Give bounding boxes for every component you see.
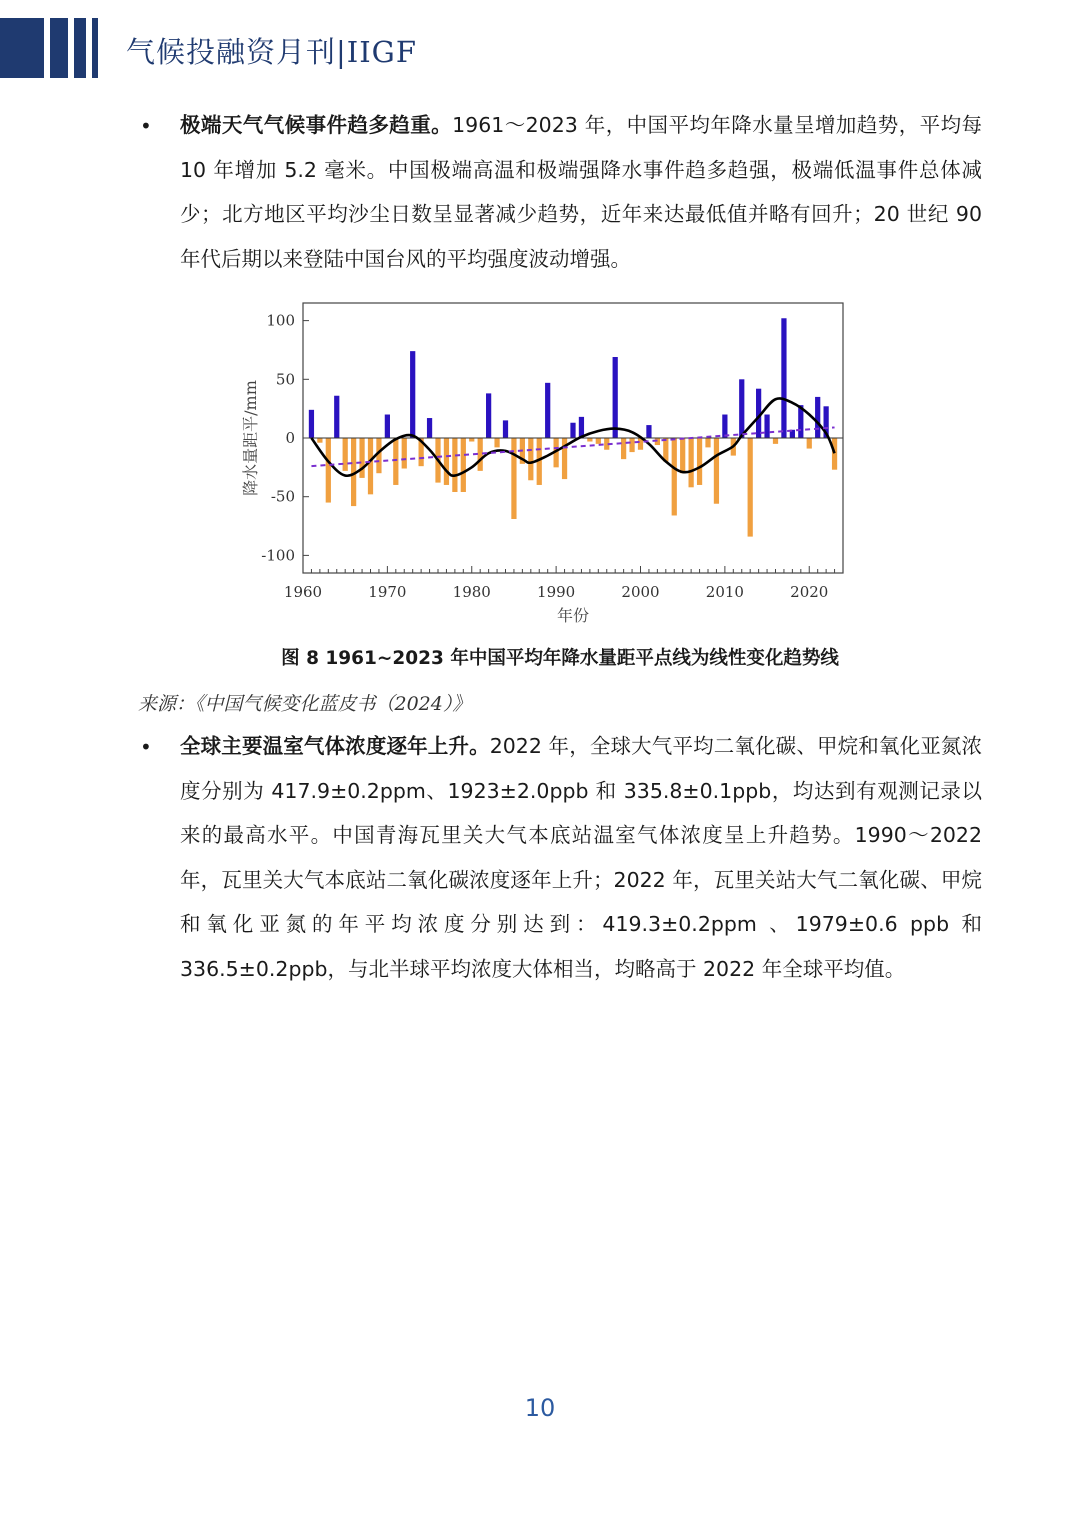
paragraph-2-lead: 全球主要温室气体浓度逐年上升。 <box>180 734 490 758</box>
x-tick-label: 1990 <box>537 583 576 601</box>
bar-1983 <box>494 438 499 447</box>
figure-source: 来源：《中国气候变化蓝皮书（2024）》 <box>138 693 472 715</box>
bar-2008 <box>705 438 710 447</box>
paragraph-1-text: 1961～2023 年，中国平均年降水量呈增加趋势，平均每 10 年增加 5.2 毫米。中国极端高温和极端强降水事件趋多趋强，极端低温事件总体减少；北方地区平均沙尘日数呈显著减少趋势，近年来达最低值并略有回升；20 世纪 90 年代后期以来登陆中国台风的平均强度波动增强。 <box>180 113 983 271</box>
x-tick-label: 2020 <box>790 583 829 601</box>
paragraph-1 <box>180 103 982 281</box>
bar-2021 <box>815 397 820 438</box>
bar-1962 <box>317 438 322 443</box>
bar-2007 <box>697 438 702 485</box>
bar-1995 <box>596 438 601 444</box>
bar-1967 <box>359 438 364 478</box>
page-number: 10 <box>524 1394 556 1422</box>
x-tick-label: 1970 <box>368 583 407 601</box>
bar-2005 <box>680 438 685 473</box>
bar-2001 <box>646 425 651 438</box>
y-axis-label: 降水量距平/mm <box>241 380 260 496</box>
bullet-2: • <box>140 735 152 759</box>
y-tick-label: 100 <box>266 311 295 330</box>
y-tick-label: -50 <box>270 487 295 506</box>
bar-1964 <box>334 396 339 438</box>
bar-1961 <box>309 410 314 438</box>
bar-1975 <box>427 418 432 438</box>
bar-1984 <box>503 420 508 438</box>
figure-caption: 图 8 1961~2023 年中国平均年降水量距平点线为线性变化趋势线 <box>281 648 839 669</box>
bar-1998 <box>621 438 626 459</box>
bar-2017 <box>781 318 786 438</box>
paragraph-2-text: 2022 年，全球大气平均二氧化碳、甲烷和氧化亚氮浓度分别为 417.9±0.2ppm、1923±2.0ppb 和 335.8±0.1ppb，均达到有观测记录以来的最高水平。中国青海瓦里关大气本底站温室气体浓度呈上升趋势。1990～2022 年，瓦里关大气本底站二氧化碳浓度逐年上升；2022 年，瓦里关站大气二氧化碳、甲烷和氧化亚氮的年平均浓度分别达到：419.3±0.2ppm 、1979±0.6 ppb 和 336.5±0.2ppb，与北半球平均浓度大体相当，均略高于 2022 年全球平均值。 <box>180 734 983 981</box>
bar-2012 <box>739 379 744 438</box>
bar-1985 <box>511 438 516 519</box>
x-tick-label: 1960 <box>283 583 323 601</box>
x-axis-label: 年份 <box>556 606 590 625</box>
bullet-1: • <box>140 114 152 138</box>
bar-1992 <box>570 423 575 438</box>
y-tick-label: -100 <box>261 546 295 565</box>
bar-1971 <box>393 438 398 485</box>
bar-2020 <box>807 438 812 449</box>
y-tick-label: 50 <box>275 370 295 389</box>
paragraph-1-lead: 极端天气气候事件趋多趋重。 <box>180 113 453 137</box>
bar-1973 <box>410 351 415 438</box>
bar-2016 <box>773 438 778 444</box>
bar-1981 <box>478 438 483 471</box>
header-title: 气候投融资月刊|IIGF <box>126 35 417 69</box>
bar-2013 <box>748 438 753 537</box>
bar-1997 <box>613 357 618 438</box>
bar-1987 <box>528 438 533 480</box>
bar-2003 <box>663 438 668 461</box>
bar-2015 <box>764 415 769 438</box>
bar-2006 <box>689 438 694 487</box>
bar-1979 <box>461 438 466 492</box>
bar-1965 <box>343 438 348 471</box>
bar-1994 <box>587 438 592 442</box>
bar-2009 <box>714 438 719 504</box>
precipitation-anomaly-chart <box>230 295 860 635</box>
bar-1980 <box>469 438 474 442</box>
x-tick-label: 2010 <box>705 583 744 601</box>
bar-1970 <box>385 415 390 438</box>
y-tick-label: 0 <box>285 429 295 447</box>
bar-1972 <box>402 438 407 469</box>
bar-1977 <box>444 438 449 485</box>
x-tick-label: 1980 <box>452 583 491 601</box>
bar-1968 <box>368 438 373 494</box>
bar-1982 <box>486 393 491 438</box>
bar-2023 <box>832 438 837 470</box>
x-tick-label: 2000 <box>621 583 660 601</box>
bar-2004 <box>672 438 677 515</box>
paragraph-2 <box>180 724 982 991</box>
bar-1978 <box>452 438 457 492</box>
bar-1963 <box>326 438 331 503</box>
bar-1989 <box>545 383 550 438</box>
bar-1999 <box>629 438 634 452</box>
